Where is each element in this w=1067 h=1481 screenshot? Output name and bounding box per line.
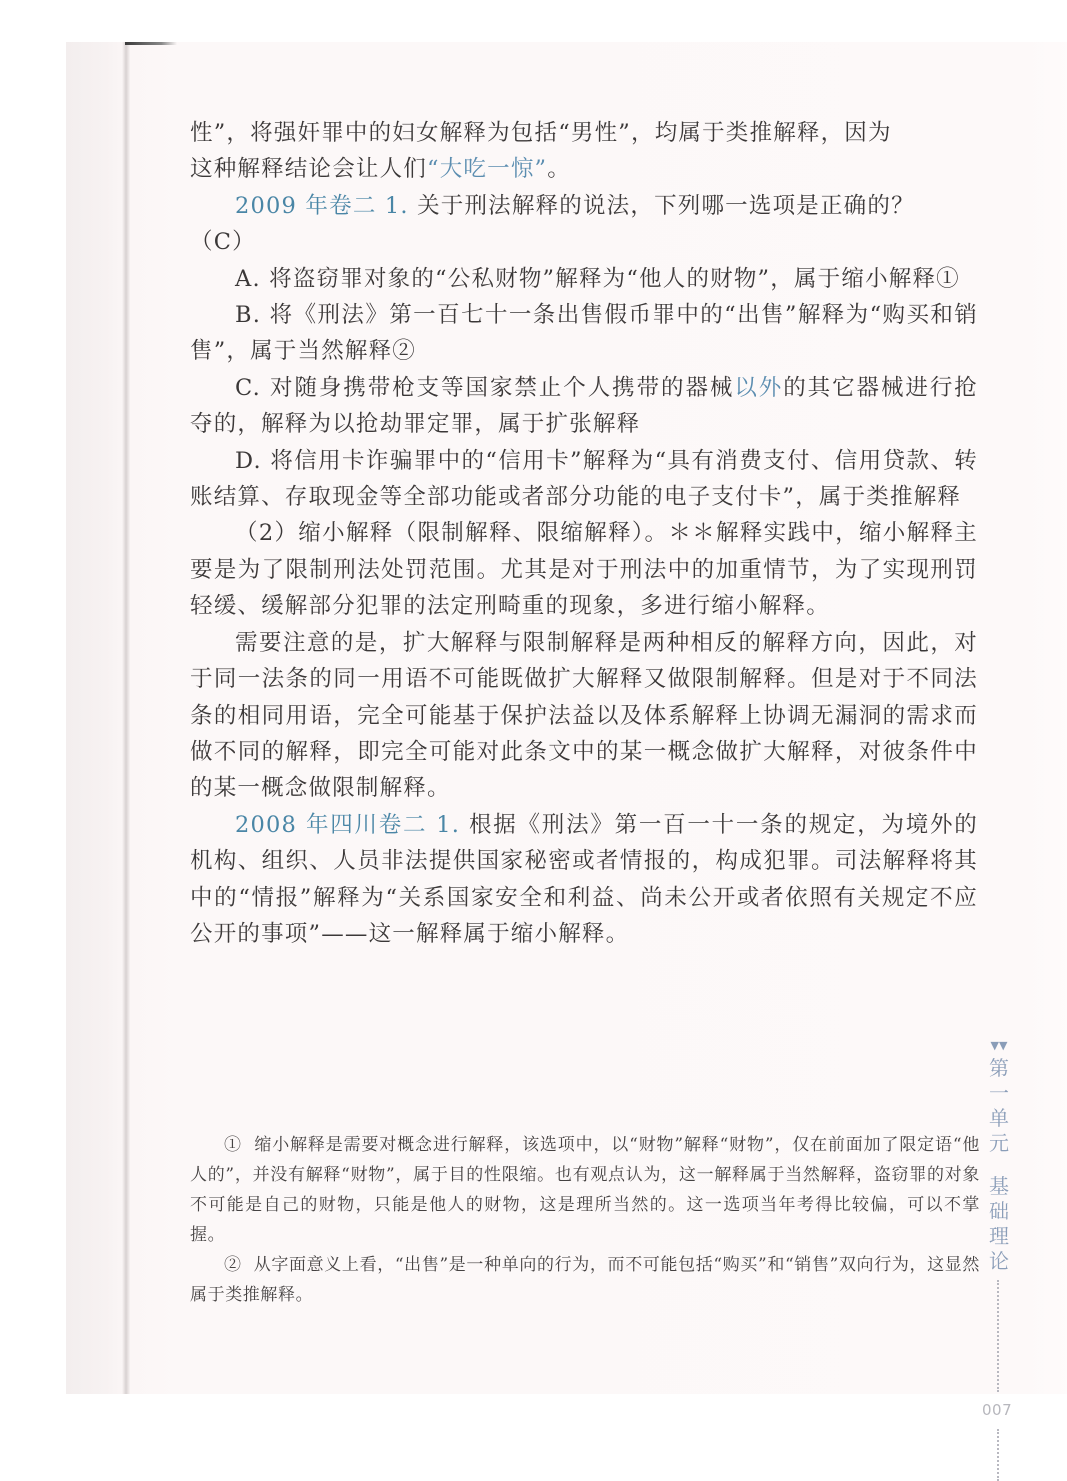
- down-arrows-icon: ▼▼: [990, 1039, 1008, 1052]
- section-char: 论: [989, 1249, 1009, 1273]
- text-punct: 。: [547, 156, 571, 183]
- paragraph-note: 需要注意的是，扩大解释与限制解释是两种相反的解释方向，因此，对于同一法条的同一用语不可能既做扩大解释又做限制解释。但是对于不同法条的相同用语，完全可能基于保护法益以及体系解释上协调无漏洞的需求而做不同的解释，即完全可能对此条文中的某一概念做扩大解释，对彼条件中的某一概念做限制解释。: [190, 629, 978, 802]
- footnote-text: 缩小解释是需要对概念进行解释，该选项中，以“财物”解释“财物”，仅在前面加了限定语“他人的”，并没有解释“财物”，属于目的性限缩。也有观点认为，这一解释属于当然解释，盗窃罪的对象不可能是自己的财物，只能是他人的财物，这是理所当然的。这一选项当年考得比较偏，可以不掌握。: [190, 1135, 980, 1245]
- footnote-mark: ②: [224, 1255, 242, 1275]
- chapter-side-tab: [982, 1039, 1013, 1481]
- unit-char: 第: [989, 1056, 1009, 1080]
- unit-char: 元: [989, 1131, 1009, 1155]
- highlighted-phrase: 以外: [734, 374, 784, 401]
- option-c: [190, 370, 978, 443]
- main-text: [190, 115, 978, 952]
- section-char: 理: [989, 1224, 1009, 1248]
- dotted-leader: [997, 1280, 1001, 1392]
- option-d: D. 将信用卡诈骗罪中的“信用卡”解释为“具有消费支付、信用贷款、转账结算、存取现金等全部功能或者部分功能的电子支付卡”，属于类推解释: [190, 447, 978, 511]
- text-line: 性”，将强奸罪中的妇女解释为包括“男性”，均属于类推解释，因为: [190, 120, 892, 146]
- page-right-edge: [1027, 42, 1067, 1394]
- question-2009: [190, 188, 978, 224]
- spine-edge-line: [125, 42, 177, 45]
- option-a: A. 将盗窃罪对象的“公私财物”解释为“他人的财物”，属于缩小解释①: [235, 265, 960, 292]
- spacer: [986, 1156, 1012, 1174]
- highlighted-phrase: “大吃一惊”: [427, 156, 548, 183]
- text-line: 这种解释结论会让人们: [190, 156, 428, 183]
- footnote-mark: ①: [224, 1135, 242, 1155]
- paragraph-restrictive-interpretation: （2）缩小解释（限制解释、限缩解释）。＊＊解释实践中，缩小解释主要是为了限制刑法处罚范围。尤其是对于刑法中的加重情节，为了实现刑罚轻缓、缓解部分犯罪的法定刑畸重的现象，多进行缩小解释。: [190, 520, 978, 620]
- question-source-label: 2009 年卷二 1.: [235, 192, 409, 219]
- question-text: 根据《刑法》第一百一十一条的规定，为境外的机构、组织、人员非法提供国家秘密或者情报的，构成犯罪。司法解释将其中的“情报”解释为“关系国家安全和利益、尚未公开或者依照有关规定不应公开的事项”——这一解释属于缩小解释。: [190, 811, 978, 947]
- section-char: 础: [989, 1199, 1009, 1223]
- unit-char: 单: [989, 1106, 1009, 1130]
- footnote-text: 从字面意义上看，“出售”是一种单向的行为，而不可能包括“购买”和“销售”双向行为，这显然属于类推解释。: [190, 1255, 980, 1305]
- paragraph-continuation: [190, 115, 978, 188]
- unit-char: 一: [989, 1081, 1009, 1105]
- question-answer: [190, 224, 978, 260]
- book-spine-shadow: [122, 42, 130, 1394]
- section-char: 基: [989, 1174, 1009, 1198]
- footnotes: [190, 1130, 980, 1310]
- dotted-leader: [997, 1429, 1001, 1481]
- option-c-text: C. 对随身携带枪支等国家禁止个人携带的器械: [235, 374, 735, 401]
- option-c-text: 的其它器械进行抢夺的，解释为以抢劫罪定罪，属于扩张解释: [190, 374, 978, 438]
- question-source-label: 2008 年四川卷二 1.: [235, 811, 461, 838]
- question-2008: [190, 807, 978, 953]
- page-number: 007: [982, 1401, 1013, 1419]
- footnote-2: [190, 1250, 980, 1310]
- option-b: B. 将《刑法》第一百七十一条出售假币罪中的“出售”解释为“购买和销售”，属于当然解释②: [190, 302, 978, 365]
- question-stem: 关于刑法解释的说法，下列哪一选项是正确的？: [408, 192, 915, 219]
- book-page: [66, 42, 1067, 1419]
- answer-label: （C）: [190, 229, 256, 256]
- footnote-1: [190, 1130, 980, 1250]
